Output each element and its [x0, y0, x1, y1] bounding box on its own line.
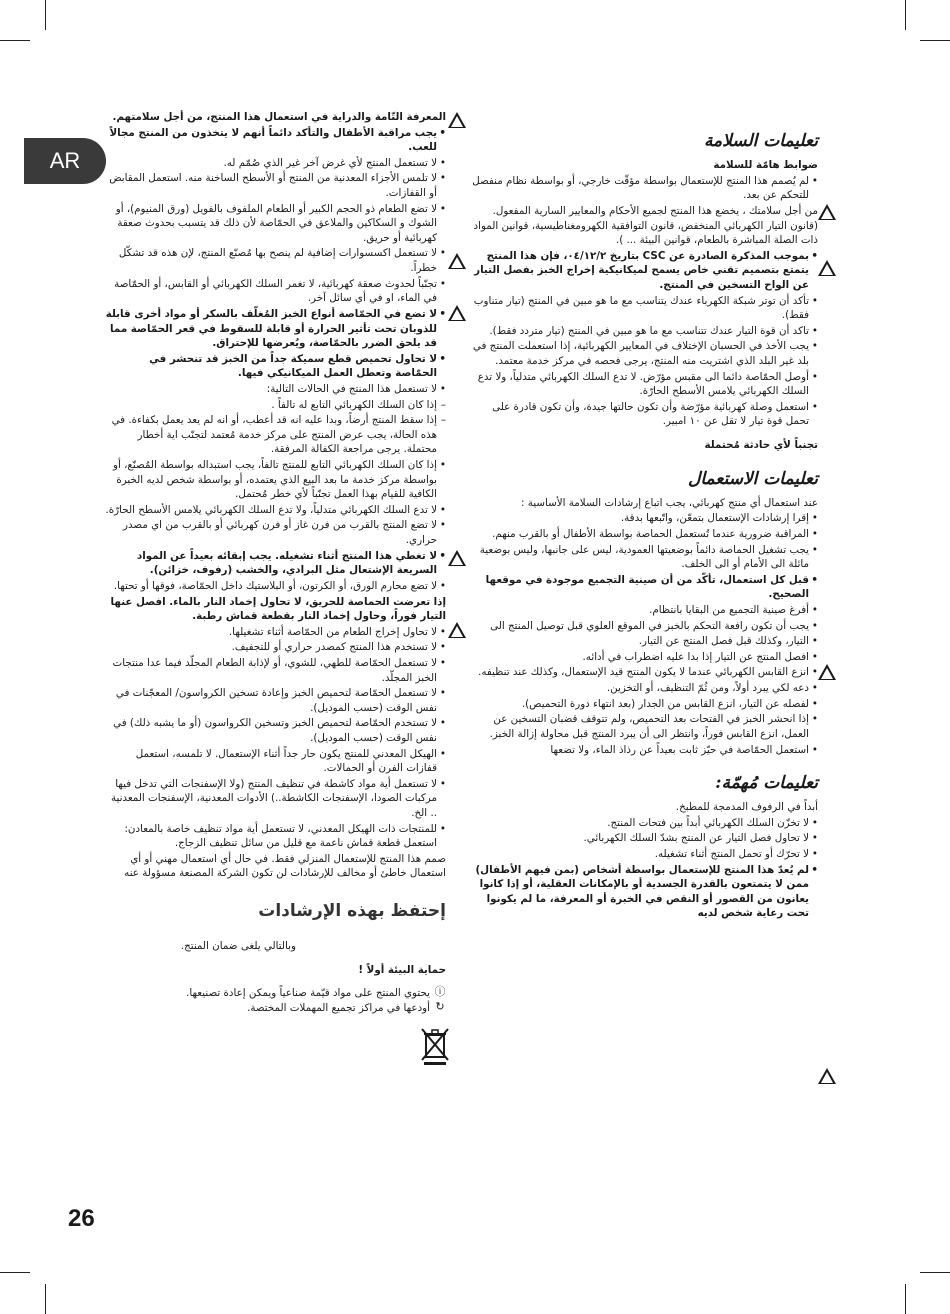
notes-lead: أبداً في الرفوف المدمجة للمطبخ. [675, 801, 818, 814]
crop-mark [45, 1284, 46, 1314]
list-item: • التيار، وكذلك قبل فصل المنتج عن التيار. [472, 634, 818, 649]
crop-mark [905, 0, 906, 30]
environment-heading: حماية البيئة أولاً ! [358, 963, 446, 976]
warning-icon: ! [448, 253, 466, 269]
intro-text: المعرفة التّامة والدراية في استعمال هذا المنتج، من أجل سلامتهم. [112, 111, 446, 123]
list-item: • يجب الأخذ في الحسبان الإختلاف في المعايير الكهربائية، إذا استعملت المنتج في بلد غير البلد الذي اشتريت منه المنتج، يرجى فحصه في مركز خدمة معتمد. [472, 339, 818, 368]
sugar-warning: • لا تضع في الحمّاصة أنواع الخبز المُغلّف بالسكر أو مواد أخرى قابلة للذوبان تحت تأثير الحرارة أو قابلة للسقوط في قعر الحمّاصة مما قد يلحق الضرر بالحمّاصة، ويُعرضها للإحتراق. [104, 307, 446, 351]
list-item: • لا تستعمل المنتج لأي غرض آخر غير الذي صُمّم له. [104, 156, 446, 171]
notes-title: تعليمات مُهمّة: [715, 773, 818, 794]
cover-warning: • لا تغطي هذا المنتج أثناء تشغيله. يجب إبقائه بعيداً عن المواد السريعة الإشتعال مثل البرادي، والخشب (رفوف، خزائن). [104, 549, 446, 578]
list-item: • لا تضع الطعام ذو الحجم الكبير أو الطعام الملفوف بالفويل (ورق المنيوم)، أو الشوك و السكاكين والملاعق في الحمّاصة لأن ذلك قد يتسبب بحدوث صعقة كهربائية أو حريق. [104, 202, 446, 246]
list-item: • تأكد أن توتر شبكة الكهرباء عندك يتناسب مع ما هو مبين في المنتج (تيار متناوب فقط). [472, 294, 818, 323]
list-item: • إذا كان السلك الكهربائي التابع للمنتج تالفاً، يجب استبداله بواسطة المُصنّع، أو بواسطة مركز خدمة ما بعد البيع الذي يعتمده، أو بواسطة شخص لديه الخبرة الكافية للقيام بهذا العمل تجنّباً لأي خطر مُحتمل. [104, 458, 446, 502]
list-item: • لا تخزّن السلك الكهربائي أبداً بين فتحات المنتج. [472, 816, 818, 831]
keep-instructions-heading: إحتفظ بهذه الإرشادات [258, 901, 446, 922]
list-item: • لا تحرّك أو تحمل المنتج أثناء تشغيله. [472, 847, 818, 862]
use-title: تعليمات الاستعمال [688, 468, 818, 489]
list-item: • أفرغ صينية التجميع من البقايا بانتظام. [472, 603, 818, 618]
fire-warning: إذا تعرضت الحماصة للحريق، لا تحاول إخماد النار بالماء. افصل عنها التيار فوراً، وحاول إخماد النار بقطعة قماش رطبة. [110, 595, 446, 623]
thick-bread-warning: • لا تحاول تحميص قطع سميكة جداً من الخبز قد تنحشر في الحمّاصة وتعطل العمل الميكانيكي فيها. [104, 352, 446, 381]
crop-mark [920, 40, 950, 41]
crop-mark [0, 40, 30, 41]
list-item: • لا تضع المنتج بالقرب من فرن غاز أو فرن كهربائي أو بالقرب من اي مصدر حراري. [104, 518, 446, 547]
list-item: • لا تحاول إخراج الطعام من الحمّاصة أثناء تشغيلها. [104, 625, 446, 640]
list-item: • لفصله عن التيار، انزع القابس من الجدار (بعد انتهاء دورة التحميص). [472, 697, 818, 712]
warning-icon: ! [448, 305, 466, 321]
list-item: • تاكد أن قوة التيار عندك تتناسب مع ما هو مبين في المنتج (تيار متردد فقط). [472, 324, 818, 339]
crop-mark [45, 0, 46, 30]
before-use-warning: • قبل كل استعمال، تأكّد من أن صينية التجميع موجودة في موقعها الصحيح. [472, 573, 818, 602]
language-badge: AR [24, 138, 106, 184]
domestic-use-notice: صمم هذا المنتج للإستعمال المنزلي فقط. في حال أي استعمال مهني أو أي استعمال خاطئ أو مخالف للإرشادات لن تكون الشركة المصنعة مسؤولة عنه [124, 852, 446, 880]
list-item: • الهيكل المعدني للمنتج يكون حار جداً أثناء الإستعمال. لا تلمسه، استعمل قفازات الفرن أو الحمالات. [104, 747, 446, 776]
list-item: • لا تستعمل الحمّاصة للطهي، للشوي، أو لإذابة الطعام المجلّد فيما عدا منتجات الخبز المجلّد. [104, 656, 446, 685]
warning-icon: ! [818, 1068, 836, 1084]
warning-icon: ! [448, 622, 466, 638]
list-item: • دعه لكي يبرد أولاً، ومن ثُمّ التنظيف، أو التخزين. [472, 681, 818, 696]
recycle-arrow-icon: ↻ [435, 1000, 445, 1014]
list-item: • لا تستخدم هذا المنتج كمصدر حراري أو للتجفيف. [104, 640, 446, 655]
list-item: • لا تدع السلك الكهربائي متدلياً، ولا تدع السلك الكهربائي يلامس الأسطح الحارّة. [104, 503, 446, 518]
crop-mark [0, 1272, 30, 1273]
env-item-text: يحتوي المنتج على مواد قيّمة صناعياً ويمكن إعادة تصنيعها. [186, 987, 430, 1000]
warranty-void-text: وبالتالي يلغى ضمان المنتج. [180, 940, 296, 953]
list-item: من أجل سلامتك ، يخضع هذا المنتج لجميع الأحكام والمعايير السارية المفعول. (قانون التيار الكهربائي المنخفض، قانون التوافقية الكهرومغناطيسية، قوانين المواد ذات الصلة المباشرة بالطعام، قوانين البيئة ... ). [473, 204, 818, 247]
list-item: • لا تستخدم الحمّاصة لتحميص الخبز وتسخين الكرواسون (أو ما يشبه ذلك) في نفس الوقت (حسب الموديل). [104, 716, 446, 745]
recycle-bin-icon [420, 1026, 450, 1066]
cases-lead: • لا تستعمل هذا المنتج في الحالات التالية: [104, 382, 446, 397]
list-item: • إذا انحشر الخبز في الفتحات بعد التحميص، ولم تتوقف قضبان التسخين عن العمل، انزع القابس فوراً، وانتظر الى أن يبرد المنتج قبل محاولة إزالة الخبز. [472, 712, 818, 741]
children-supervise: • يجب مراقبة الأطفال والتأكد دائماً أنهم لا يتخذون من المنتج مجالاً للعب. [104, 126, 446, 155]
list-item: • لم يُصمم هذا المنتج للإستعمال بواسطة مؤقّت خارجي، أو بواسطة نظام منفصل للتحكم عن بعد. [472, 174, 818, 203]
use-intro: عند استعمال أي منتج كهربائي، يجب اتباع إرشادات السلامة الأساسية : [521, 496, 818, 509]
list-item: • بموجب المذكرة الصادرة عن CSC بتاريخ ٠٤/١٢/٢، فإن هذا المنتج يتمتع بتصميم تقني خاص يسمح لميكانيكية إخراج الخبز بفصل التيار عن الواح التسخين في المنتج. [472, 249, 818, 293]
env-item-collection [104, 1001, 446, 1016]
list-item: • استعمل وصلة كهربائية مؤرّضة وأن تكون حالتها جيدة، وأن تكون قادرة على تحمل قوة تيار لا تقل عن ١٠ امبير. [472, 400, 818, 429]
env-item-text: أودعها في مراكز تجميع المهملات المختصة. [247, 1002, 430, 1015]
list-item: • افصل المنتج عن التيار إذا بدا عليه اضطراب في أدائه. [472, 650, 818, 665]
list-item: • لا تستعمل أية مواد كاشطة في تنظيف المنتج (ولا الإسفنجات التي تدخل فيها مركبات الصودا، الإسفنجات الكاشطة..) الأدوات المعدنية، الإسفنجات المعدنية .. الخ. [104, 777, 446, 821]
list-item: • يجب أن تكون رافعة التحكم بالخبز في الموقع العلوي قبل توصيل المنتج الى [472, 619, 818, 634]
list-item: • لا تستعمل الحمّاصة لتحميص الخبز وإعادة تسخين الكرواسون/ المعجّنات في نفس الوقت (حسب الموديل). [104, 686, 446, 715]
list-item: • تجنّباً لحدوث صعقة كهربائية، لا تغمر السلك الكهربائي أو القابس، أو الحمّاصة في الماء، او في أي سائل آخر. [104, 277, 446, 306]
warning-icon: ! [818, 204, 836, 220]
info-circle-icon: ⓘ [434, 985, 446, 999]
right-column [472, 124, 818, 922]
safety-heading: ضوابط هامّة للسلامة [713, 159, 818, 172]
crop-mark [905, 1284, 906, 1314]
env-item-recyclable [104, 986, 446, 1001]
list-item: • استعمل الحمّاصة في حيّز ثابت بعيداً عن رذاذ الماء، ولا تضعها [472, 743, 818, 758]
list-item: • لا تستعمل اكسسوارات إضافية لم ينصح بها مُصنّع المنتج، لإن هذه قد تشكّل خطراً. [104, 246, 446, 275]
list-item: • إقرا إرشادات الإستعمال بتمعّن، واتّبعها بدقة. [472, 511, 818, 526]
warning-icon: ! [448, 112, 466, 128]
page-number: 26 [68, 1205, 95, 1232]
list-item: – إذا كان السلك الكهربائي التابع له تالفاً . [104, 398, 446, 413]
list-item: • انزع القابس الكهربائي عندما لا يكون المنتج قيد الإستعمال، وكذلك عند تنظيفه. [472, 665, 818, 680]
crop-mark [920, 1272, 950, 1273]
list-item: • لا تلمس الأجزاء المعدنية من المنتج أو الأسطح الساخنة منه. استعمل المقابض أو القفازات. [104, 171, 446, 200]
list-item: – إذا سقط المنتج أرضاً، وبدا عليه انه قد أعطب، أو انه لم يعد يعمل بكفاءة. في هذه الحالة، يجب عرض المنتج على مركز خدمة مُعتمد لتجنّب اية أخطار محتملة. يرجى مراجعة الكفالة المرفقة. [104, 413, 446, 457]
left-column [104, 110, 446, 1016]
warning-icon: ! [448, 550, 466, 566]
safety-title: تعليمات السلامة [703, 131, 818, 151]
list-item: • أوصل الحمّاصة دائما الى مقبس مؤرّض. لا تدع السلك الكهربائي متدلياً، ولا تدع السلك الكهربائي يلامس الأسطح الحارّة. [472, 370, 818, 399]
list-item: • المراقبة ضرورية عندما تُستعمل الحماصة بواسطة الأطفال أو بالقرب منهم. [472, 527, 818, 542]
list-item: • للمنتجات ذات الهيكل المعدني، لا تستعمل أية مواد تنظيف خاصة بالمعادن: استعمل قطعة قماش ناعمة مع قليل من سائل تنظيف الزجاج. [104, 822, 446, 851]
list-item: • لا تضع محارم الورق، أو الكرتون، أو البلاستيك داخل الحمّاصة، فوقها أو تحتها. [104, 579, 446, 594]
accident-heading: تجنباً لأي حادثة مُحتملة [704, 439, 818, 452]
list-item: • يجب تشغيل الحماصة دائماً بوضعيتها العمودية، ليس على جانبها، وليس بوضعية مائلة الى الأمام أو الى الخلف. [472, 543, 818, 572]
warning-icon: ! [818, 260, 836, 276]
children-warning: • لم يُعدّ هذا المنتج للإستعمال بواسطة أشخاص (بمن فيهم الأطفال) ممن لا يتمتعون بالقدرة الجسدية أو بالإمكانات العقلية، أو إذا كانوا يعانون من القصور أو النقص في الخبرة أو المعرفة، ما لم يكونوا تحت رعاية شخص لديه [472, 863, 818, 921]
warning-icon: ! [818, 664, 836, 680]
list-item: • لا تحاول فصل التيار عن المنتج بشدّ السلك الكهربائي. [472, 831, 818, 846]
